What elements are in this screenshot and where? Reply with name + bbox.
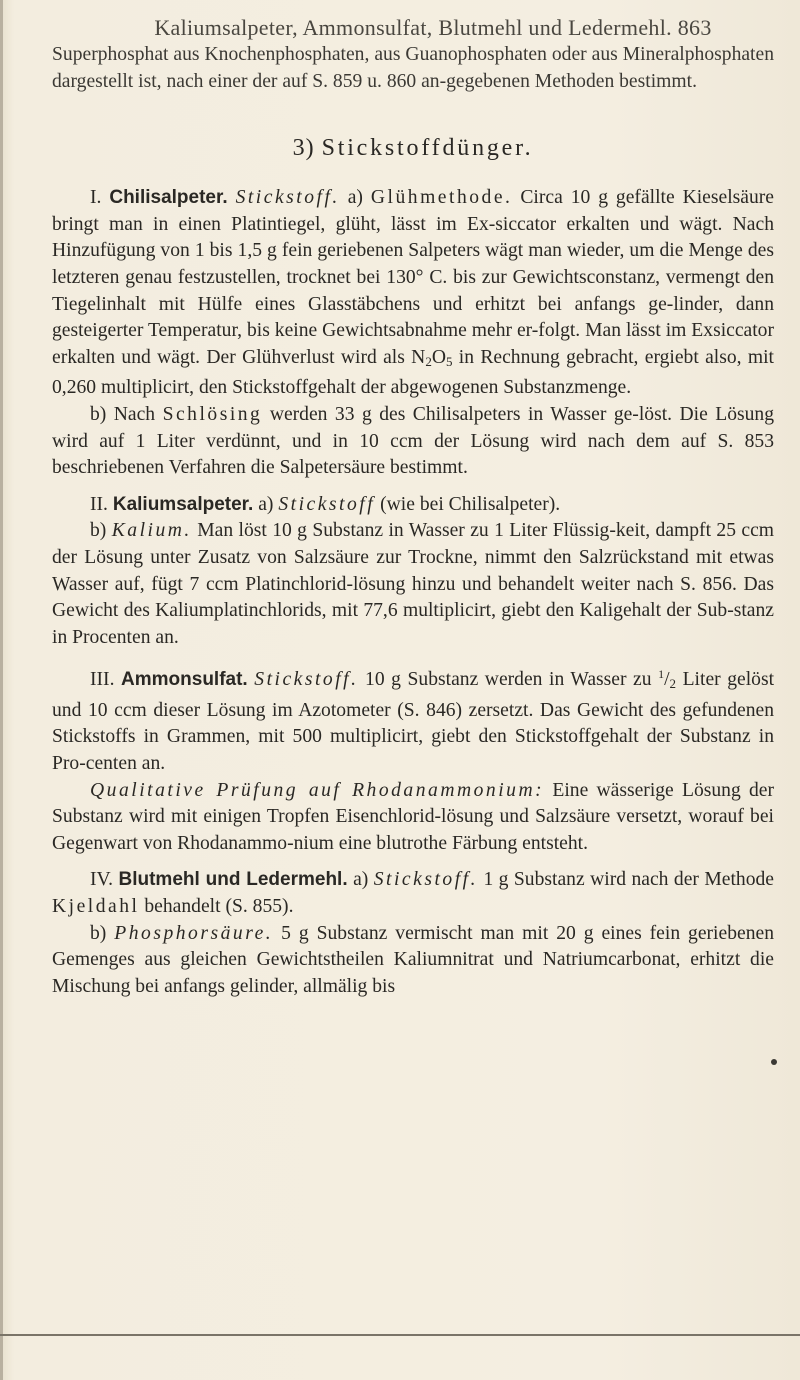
- intro-paragraph: Superphosphat aus Knochenphosphaten, aus Guanophosphaten oder aus Mineralphosphaten dargestellt ist, nach einer der auf S. 859 u. 860 an-gegebenen Methoden bestimmt.: [52, 44, 774, 92]
- subheading-stickstoff: Stickstoff.: [254, 669, 359, 691]
- ink-speck: [771, 1059, 777, 1065]
- section-heading: [52, 133, 774, 163]
- label-a: a): [347, 187, 363, 209]
- label-b: b) Nach: [90, 403, 156, 425]
- paragraph-blutmehl: [52, 867, 774, 920]
- fraction-denominator: 2: [669, 676, 677, 692]
- subheading-stickstoff: Stickstoff.: [235, 187, 340, 209]
- heading-kaliumsalpeter: Kaliumsalpeter.: [112, 493, 254, 515]
- text-rhodanammonium: Eine wässerige Lösung der Substanz wird mit einigen Tropfen Eisenchlorid-lösung und Salzsäure versetzt, worauf bei Gegenwart von Rhodanammo-nium eine blutrothe Färbung entsteht.: [52, 779, 774, 854]
- method-schloesing: Schlösing: [162, 403, 263, 425]
- heading-blutmehl-ledermehl: Blutmehl und Ledermehl.: [118, 869, 348, 891]
- text-ammonsulfat-2: Liter gelöst und 10 ccm dieser Lösung im Azotometer (S. 846) zersetzt. Das Gewicht des gefundenen Stickstoffs in Grammen, mit 500 multiplicirt, giebt den Stickstoffgehalt der Substanz in Pro-centen an.: [52, 669, 775, 775]
- label-a: a): [258, 493, 274, 515]
- text-ammonsulfat-1: 10 g Substanz werden in Wasser zu: [365, 669, 652, 691]
- text-blutmehl-a2: behandelt (S. 855).: [144, 896, 294, 918]
- paragraph-chilisalpeter: [52, 185, 774, 402]
- page-binding-edge: [0, 0, 3, 1380]
- text-chilisalpeter-a2: in Rechnung gebracht, ergiebt also, mit 0,260 multiplicirt, den Stickstoffgehalt der abgewogenen Substanzmenge.: [52, 346, 774, 399]
- section-title: Stickstoffdünger.: [321, 135, 534, 162]
- text-chilisalpeter-b: werden 33 g des Chilisalpeters in Wasser ge-löst. Die Lösung wird auf 1 Liter verdünnt, und in 10 ccm der Lösung wird nach dem auf S. 853 beschriebenen Verfahren die Salpetersäure bestimmt.: [52, 403, 775, 479]
- formula-oxygen: O: [431, 346, 446, 368]
- subheading-kalium: Kalium.: [111, 520, 192, 542]
- method-gluehmethode: Glühmethode.: [370, 187, 513, 209]
- paragraph-chilisalpeter-b: [52, 402, 774, 482]
- text-blutmehl-b: 5 g Substanz vermischt man mit 20 g eines fein geriebenen Gemenges aus gleichen Gewichtstheilen Kaliumnitrat und Natriumcarbonat, erhitzt die Mischung bei anfangs gelinder, allmälig bis: [52, 922, 774, 997]
- subheading-stickstoff: Stickstoff: [278, 493, 376, 515]
- paragraph-blutmehl-b: [52, 921, 774, 1001]
- label-a: a): [353, 869, 369, 891]
- subheading-stickstoff: Stickstoff.: [373, 869, 478, 891]
- page-text: [52, 14, 774, 1000]
- page-bottom-edge: [0, 1334, 800, 1336]
- heading-qualitative-pruefung: Qualitative Prüfung auf Rhodanammonium:: [90, 779, 545, 801]
- heading-ammonsulfat: Ammonsulfat.: [121, 669, 248, 691]
- fraction-numerator: 1: [658, 667, 665, 682]
- section-2-number: II.: [90, 493, 108, 515]
- formula-n-subscript: 2: [425, 353, 432, 369]
- formula-o-subscript: 5: [445, 353, 453, 369]
- text-kaliumsalpeter-b: Man löst 10 g Substanz in Wasser zu 1 Liter Flüssig-keit, dampft 25 ccm der Lösung unter Zusatz von Salzsäure zur Trockne, nimmt den Salzrückstand mit etwas Wasser auf, fügt 7 ccm Platinchlorid-lösung hinzu und behandelt weiter nach S. 856. Das Gewicht des Kaliumplatinchlorids, mit 77,6 multiplicirt, giebt den Kaligehalt der Sub-stanz in Procenten an.: [52, 520, 775, 648]
- paragraph-rhodanammonium: [52, 778, 774, 858]
- subheading-phosphorsaeure: Phosphorsäure.: [114, 922, 274, 944]
- running-head: Kaliumsalpeter, Ammonsulfat, Blutmehl und Ledermehl. 863: [154, 15, 712, 40]
- text-chilisalpeter-a1: Circa 10 g gefällte Kieselsäure bringt man in einen Platintiegel, glüht, lässt im Ex-siccator erkalten und wägt. Nach Hinzufügung von 1 bis 1,5 g fein geriebenen Salpeters wägt man wieder, um die Menge des letzteren genau festzustellen, trocknet bei 130° C. bis zur Gewichtsconstanz, vermengt den Tiegelinhalt mit Hülfe eines Glasstäbchens und erhitzt bei anfangs ge-linder, dann gesteigerter Temperatur, bis keine Gewichtsabnahme mehr er-folgt. Man lässt im Exsiccator erkalten und wägt. Der Glühverlust wird als N: [52, 187, 774, 368]
- paragraph-kaliumsalpeter-b: [52, 518, 774, 651]
- section-4-number: IV.: [90, 869, 114, 891]
- paragraph-kaliumsalpeter: [52, 492, 774, 519]
- heading-chilisalpeter: Chilisalpeter.: [109, 187, 228, 209]
- text-kaliumsalpeter-a: (wie bei Chilisalpeter).: [380, 493, 561, 515]
- method-kjeldahl: Kjeldahl: [52, 896, 140, 918]
- section-3-number: III.: [90, 669, 115, 691]
- text-blutmehl-a1: 1 g Substanz wird nach der Methode: [483, 869, 775, 891]
- label-b: b): [90, 922, 107, 944]
- label-b: b): [90, 520, 107, 542]
- paragraph-ammonsulfat: III. Ammonsulfat. Stickstoff. 10 g Substanz werden in Wasser zu $^1/_2$ Liter gelöst und 10 ccm dieser Lösung im Azotometer (S. 846) zersetzt. Das Gewicht des gefundenen Stickstoffs in Grammen, mit 500 multiplicirt, giebt den Stickstoffgehalt der Substanz in Pro-centen an.: [52, 667, 775, 775]
- section-number: 3): [292, 135, 315, 162]
- section-1-number: I.: [90, 187, 102, 209]
